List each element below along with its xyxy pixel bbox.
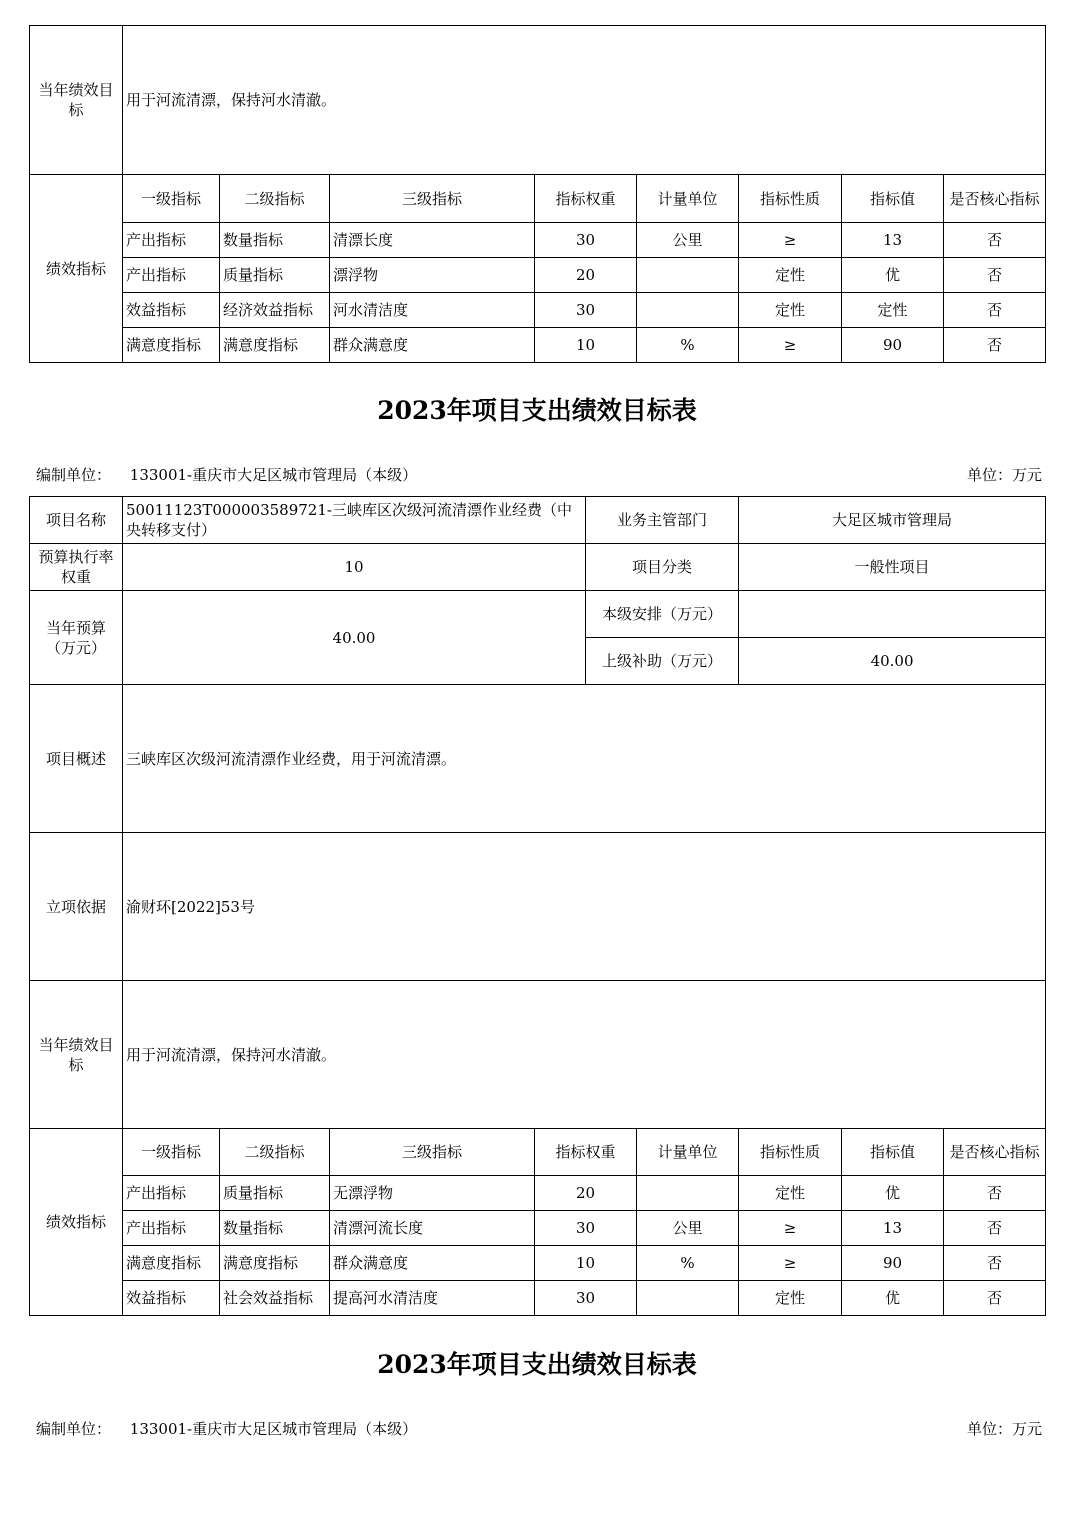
indicator-label: 绩效指标	[30, 1129, 123, 1316]
cell-unit	[637, 1176, 739, 1211]
cell-level2: 满意度指标	[220, 328, 330, 363]
table-row	[30, 1211, 1046, 1246]
cell-weight: 30	[535, 1211, 637, 1246]
cell-value: 定性	[842, 293, 944, 328]
cell-value: 优	[842, 1176, 944, 1211]
cell-level3: 清漂河流长度	[330, 1211, 535, 1246]
cell-level3: 群众满意度	[330, 1246, 535, 1281]
cell-level3: 漂浮物	[330, 258, 535, 293]
cell-value: 优	[842, 1281, 944, 1316]
exec-weight-value: 10	[123, 544, 586, 591]
budget-label: 当年预算（万元）	[30, 591, 123, 685]
project-name-label: 项目名称	[30, 497, 123, 544]
cell-unit: 公里	[637, 223, 739, 258]
header-weight: 指标权重	[535, 175, 637, 223]
cell-weight: 30	[535, 293, 637, 328]
category-label: 项目分类	[586, 544, 739, 591]
performance-table-1	[29, 25, 1046, 363]
cell-level2: 数量指标	[220, 1211, 330, 1246]
cell-nature: ≥	[739, 328, 842, 363]
cell-core: 否	[944, 258, 1046, 293]
table-row	[30, 223, 1046, 258]
upper-label: 上级补助（万元）	[586, 638, 739, 685]
cell-unit: %	[637, 328, 739, 363]
cell-value: 13	[842, 1211, 944, 1246]
cell-level1: 效益指标	[123, 1281, 220, 1316]
dept-label: 业务主管部门	[586, 497, 739, 544]
goal-text: 用于河流清漂，保持河水清澈。	[123, 26, 1046, 175]
cell-level1: 效益指标	[123, 293, 220, 328]
basis-label: 立项依据	[30, 833, 123, 981]
goal-label: 当年绩效目标	[30, 26, 123, 175]
table-row	[30, 1176, 1046, 1211]
org-line	[36, 464, 417, 485]
header-unit: 计量单位	[637, 1129, 739, 1176]
cell-level2: 质量指标	[220, 258, 330, 293]
org-value: 133001-重庆市大足区城市管理局（本级）	[129, 1420, 418, 1438]
cell-level2: 数量指标	[220, 223, 330, 258]
cell-nature: 定性	[739, 1176, 842, 1211]
unit-label-2: 单位：万元	[966, 1420, 1042, 1438]
header-nature: 指标性质	[739, 175, 842, 223]
cell-unit: 公里	[637, 1211, 739, 1246]
header-value: 指标值	[842, 1129, 944, 1176]
goal-text: 用于河流清漂，保持河水清澈。	[123, 981, 1046, 1129]
cell-value: 优	[842, 258, 944, 293]
cell-level2: 质量指标	[220, 1176, 330, 1211]
table-row	[30, 1281, 1046, 1316]
upper-value: 40.00	[739, 638, 1046, 685]
header-core: 是否核心指标	[944, 175, 1046, 223]
cell-level1: 产出指标	[123, 258, 220, 293]
cell-nature: ≥	[739, 223, 842, 258]
header-nature: 指标性质	[739, 1129, 842, 1176]
cell-level3: 清漂长度	[330, 223, 535, 258]
cell-nature: 定性	[739, 293, 842, 328]
org-line-2	[36, 1418, 417, 1439]
cell-weight: 10	[535, 1246, 637, 1281]
table-row	[30, 328, 1046, 363]
performance-table-2	[29, 496, 1046, 1316]
cell-unit	[637, 293, 739, 328]
cell-value: 13	[842, 223, 944, 258]
project-name: 50011123T000003589721-三峡库区次级河流清漂作业经费（中央转移支付）	[123, 497, 586, 544]
header-level2: 二级指标	[220, 1129, 330, 1176]
cell-core: 否	[944, 1281, 1046, 1316]
dept-value: 大足区城市管理局	[739, 497, 1046, 544]
header-weight: 指标权重	[535, 1129, 637, 1176]
header-unit: 计量单位	[637, 175, 739, 223]
table-row	[30, 258, 1046, 293]
goal-label: 当年绩效目标	[30, 981, 123, 1129]
cell-level1: 产出指标	[123, 1211, 220, 1246]
cell-level2: 社会效益指标	[220, 1281, 330, 1316]
overview-label: 项目概述	[30, 685, 123, 833]
header-level1: 一级指标	[123, 1129, 220, 1176]
org-label: 编制单位：	[36, 466, 112, 484]
cell-weight: 30	[535, 223, 637, 258]
header-level3: 三级指标	[330, 175, 535, 223]
cell-weight: 10	[535, 328, 637, 363]
budget-value: 40.00	[123, 591, 586, 685]
local-label: 本级安排（万元）	[586, 591, 739, 638]
cell-level3: 无漂浮物	[330, 1176, 535, 1211]
cell-level3: 河水清洁度	[330, 293, 535, 328]
cell-level1: 满意度指标	[123, 328, 220, 363]
cell-nature: ≥	[739, 1211, 842, 1246]
cell-level1: 满意度指标	[123, 1246, 220, 1281]
basis-text: 渝财环[2022]53号	[123, 833, 1046, 981]
table-row	[30, 293, 1046, 328]
cell-weight: 20	[535, 258, 637, 293]
header-level3: 三级指标	[330, 1129, 535, 1176]
unit-label: 单位：万元	[966, 466, 1042, 484]
cell-value: 90	[842, 328, 944, 363]
cell-level3: 提高河水清洁度	[330, 1281, 535, 1316]
cell-unit: %	[637, 1246, 739, 1281]
header-level2: 二级指标	[220, 175, 330, 223]
cell-core: 否	[944, 1211, 1046, 1246]
table-row	[30, 1246, 1046, 1281]
header-core: 是否核心指标	[944, 1129, 1046, 1176]
exec-weight-label: 预算执行率权重	[30, 544, 123, 591]
page-title-2: 2023年项目支出绩效目标表	[377, 1350, 697, 1379]
cell-core: 否	[944, 328, 1046, 363]
cell-level2: 满意度指标	[220, 1246, 330, 1281]
cell-core: 否	[944, 293, 1046, 328]
cell-weight: 30	[535, 1281, 637, 1316]
category-value: 一般性项目	[739, 544, 1046, 591]
cell-unit	[637, 258, 739, 293]
cell-weight: 20	[535, 1176, 637, 1211]
org-value: 133001-重庆市大足区城市管理局（本级）	[129, 466, 418, 484]
local-value	[739, 591, 1046, 638]
cell-level1: 产出指标	[123, 1176, 220, 1211]
org-label: 编制单位：	[36, 1420, 112, 1438]
cell-unit	[637, 1281, 739, 1316]
cell-level1: 产出指标	[123, 223, 220, 258]
header-level1: 一级指标	[123, 175, 220, 223]
cell-nature: 定性	[739, 258, 842, 293]
cell-level3: 群众满意度	[330, 328, 535, 363]
header-value: 指标值	[842, 175, 944, 223]
cell-nature: 定性	[739, 1281, 842, 1316]
overview-text: 三峡库区次级河流清漂作业经费，用于河流清漂。	[123, 685, 1046, 833]
cell-nature: ≥	[739, 1246, 842, 1281]
cell-core: 否	[944, 1246, 1046, 1281]
cell-core: 否	[944, 223, 1046, 258]
page-title: 2023年项目支出绩效目标表	[377, 396, 697, 425]
cell-core: 否	[944, 1176, 1046, 1211]
indicator-label: 绩效指标	[30, 175, 123, 363]
cell-level2: 经济效益指标	[220, 293, 330, 328]
cell-value: 90	[842, 1246, 944, 1281]
